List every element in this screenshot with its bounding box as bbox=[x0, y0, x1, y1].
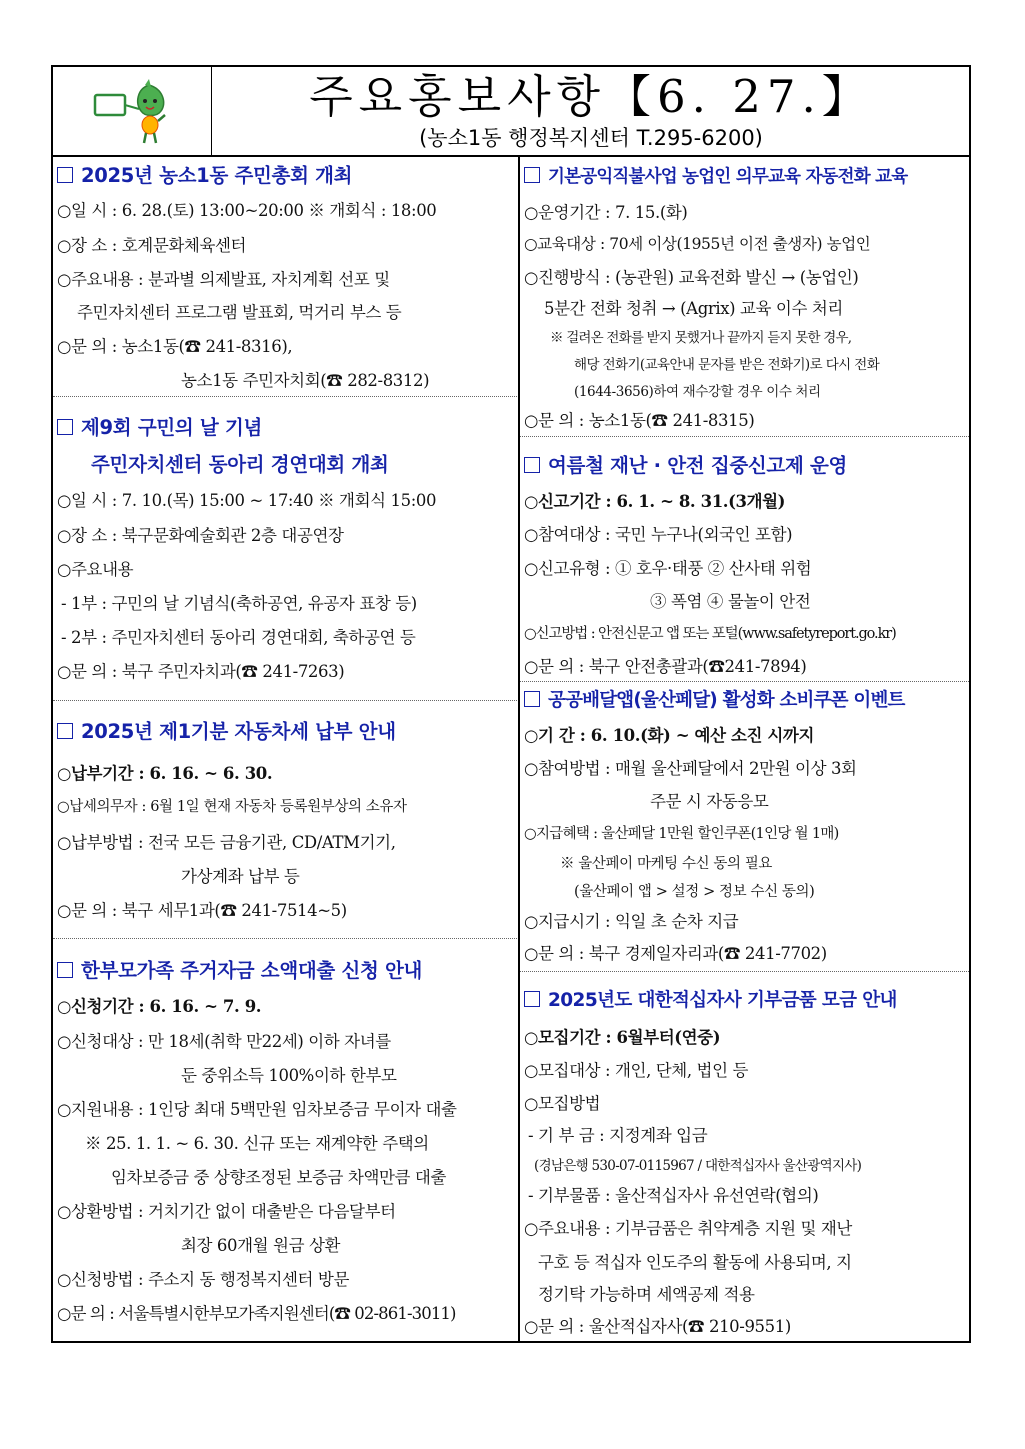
checkbox-icon bbox=[524, 167, 540, 183]
section-separator bbox=[520, 436, 969, 437]
info-line: 가상계좌 납부 등 bbox=[181, 867, 300, 886]
info-line: ○일 시 : 6. 28.(토) 13:00~20:00 ※ 개회식 : 18:00 bbox=[57, 201, 437, 220]
section-separator bbox=[53, 938, 517, 939]
section-heading bbox=[57, 160, 515, 188]
info-line: ○진행방식 : (농관원) 교육전화 발신 → (농업인) bbox=[524, 268, 859, 287]
section-heading bbox=[57, 716, 515, 744]
info-line: (울산페이 앱 > 설정 > 정보 수신 동의) bbox=[574, 884, 815, 900]
info-line: - 기 부 금 : 지정계좌 입금 bbox=[528, 1126, 708, 1145]
mascot-logo-cell bbox=[53, 67, 212, 155]
info-line: - 2부 : 주민자치센터 동아리 경연대회, 축하공연 등 bbox=[61, 628, 416, 647]
info-line: - 1부 : 구민의 날 기념식(축하공연, 유공자 표창 등) bbox=[61, 594, 417, 613]
page-title: 주요홍보사항【6. 27.】 bbox=[309, 70, 873, 123]
checkbox-icon bbox=[57, 167, 73, 183]
heading-text: 2025년 제1기분 자동차세 납부 안내 bbox=[81, 720, 396, 743]
section-heading bbox=[524, 986, 967, 1012]
info-line: ○신청기간 : 6. 16. ~ 7. 9. bbox=[57, 997, 262, 1016]
info-line: ○납부기간 : 6. 16. ~ 6. 30. bbox=[57, 764, 273, 783]
info-line: ○상환방법 : 거치기간 없이 대출받은 다음달부터 bbox=[57, 1202, 396, 1221]
section-heading bbox=[57, 412, 515, 440]
info-line: ※ 걸려온 전화를 받지 못했거나 끝까지 듣지 못한 경우, bbox=[550, 330, 852, 346]
section-heading-line2: 주민자치센터 동아리 경연대회 개최 bbox=[91, 453, 389, 476]
info-line: ○신고기간 : 6. 1. ~ 8. 31.(3개월) bbox=[524, 492, 786, 511]
info-line: ○신고방법 : 안전신문고 앱 또는 포털(www.safetyreport.go.kr) bbox=[524, 626, 896, 642]
mascot-logo-icon bbox=[53, 67, 211, 155]
heading-text: 2025년 농소1동 주민총회 개최 bbox=[81, 164, 353, 187]
info-line: ○참여방법 : 매월 울산페달에서 2만원 이상 3회 bbox=[524, 759, 857, 778]
info-line: ○참여대상 : 국민 누구나(외국인 포함) bbox=[524, 525, 793, 544]
info-line: ○신고유형 : ① 호우·태풍 ② 산사태 위험 bbox=[524, 559, 812, 578]
checkbox-icon bbox=[57, 419, 73, 435]
column-divider bbox=[518, 155, 520, 1341]
heading-text: 2025년도 대한적십자사 기부금품 모금 안내 bbox=[548, 990, 897, 1011]
info-line: ○문 의 : 농소1동(☎ 241-8315) bbox=[524, 411, 755, 430]
checkbox-icon bbox=[524, 991, 540, 1007]
info-line: ○문 의 : 농소1동(☎ 241-8316), bbox=[57, 337, 293, 356]
info-line: ○모집방법 bbox=[524, 1094, 601, 1113]
heading-text: 공공배달앱(울산페달) 활성화 소비쿠폰 이벤트 bbox=[548, 690, 905, 711]
info-line: ○문 의 : 북구 주민자치과(☎ 241-7263) bbox=[57, 662, 345, 681]
info-line: ○지급혜택 : 울산페달 1만원 할인쿠폰(1인당 월 1매) bbox=[524, 826, 839, 842]
info-line: ③ 폭염 ④ 물놀이 안전 bbox=[650, 592, 811, 611]
info-line: (경남은행 530-07-0115967 / 대한적십자사 울산광역지사) bbox=[534, 1158, 862, 1174]
heading-text: 여름철 재난 · 안전 집중신고제 운영 bbox=[548, 454, 848, 477]
info-line: ○장 소 : 호계문화체육센터 bbox=[57, 236, 247, 255]
notice-frame bbox=[51, 65, 971, 1343]
info-line: ○기 간 : 6. 10.(화) ~ 예산 소진 시까지 bbox=[524, 726, 815, 745]
info-line: 5분간 전화 청취 → (Agrix) 교육 이수 처리 bbox=[544, 299, 843, 318]
info-line: (1644-3656)하여 재수강할 경우 이수 처리 bbox=[574, 384, 821, 400]
info-line: ○모집대상 : 개인, 단체, 법인 등 bbox=[524, 1061, 748, 1080]
info-line: ○교육대상 : 70세 이상(1955년 이전 출생자) 농업인 bbox=[524, 235, 871, 253]
section-separator bbox=[53, 396, 517, 397]
info-line: ○신청대상 : 만 18세(취학 만22세) 이하 자녀를 bbox=[57, 1032, 391, 1051]
info-line: ○신청방법 : 주소지 동 행정복지센터 방문 bbox=[57, 1270, 350, 1289]
info-line: ○장 소 : 북구문화예술회관 2층 대공연장 bbox=[57, 526, 344, 545]
info-line: ○문 의 : 북구 안전총괄과(☎241-7894) bbox=[524, 657, 807, 676]
info-line: ○지급시기 : 익일 초 순차 지급 bbox=[524, 912, 739, 931]
page-subtitle: (농소1동 행정복지센터 T.295-6200) bbox=[419, 126, 763, 150]
info-line: 구호 등 적십자 인도주의 활동에 사용되며, 지 bbox=[538, 1253, 852, 1272]
info-line: 둔 중위소득 100%이하 한부모 bbox=[181, 1066, 397, 1085]
info-line: 농소1동 주민자치회(☎ 282-8312) bbox=[181, 371, 430, 390]
section-heading bbox=[524, 450, 967, 478]
info-line: ○지원내용 : 1인당 최대 5백만원 임차보증금 무이자 대출 bbox=[57, 1100, 457, 1119]
info-line: ○모집기간 : 6월부터(연중) bbox=[524, 1028, 721, 1047]
heading-text: 한부모가족 주거자금 소액대출 신청 안내 bbox=[81, 959, 423, 982]
section-separator bbox=[520, 971, 969, 972]
info-line: ○주요내용 bbox=[57, 560, 134, 579]
info-line: ○문 의 : 북구 경제일자리과(☎ 241-7702) bbox=[524, 944, 827, 963]
info-line: ○주요내용 : 기부금품은 취약계층 지원 및 재난 bbox=[524, 1219, 852, 1238]
section-heading bbox=[524, 686, 967, 712]
heading-text: 제9회 구민의 날 기념 bbox=[81, 416, 263, 439]
checkbox-icon bbox=[524, 457, 540, 473]
info-line: 해당 전화기(교육안내 문자를 받은 전화기)로 다시 전화 bbox=[574, 357, 880, 373]
info-line: - 기부물품 : 울산적십자사 유선연락(협의) bbox=[528, 1186, 819, 1205]
info-line: ※ 25. 1. 1. ~ 6. 30. 신규 또는 재계약한 주택의 bbox=[85, 1134, 429, 1153]
info-line: ○문 의 : 북구 세무1과(☎ 241-7514~5) bbox=[57, 901, 347, 920]
info-line: ○일 시 : 7. 10.(목) 15:00 ~ 17:40 ※ 개회식 15:00 bbox=[57, 491, 437, 510]
info-line: ※ 울산페이 마케팅 수신 동의 필요 bbox=[560, 856, 773, 872]
info-line: ○문 의 : 서울특별시한부모가족지원센터(☎ 02-861-3011) bbox=[57, 1304, 456, 1323]
checkbox-icon bbox=[57, 723, 73, 739]
info-line: 정기탁 가능하며 세액공제 적용 bbox=[538, 1285, 755, 1304]
section-separator bbox=[53, 700, 517, 701]
section-separator bbox=[520, 681, 969, 682]
section-heading bbox=[524, 163, 967, 188]
info-line: ○납부방법 : 전국 모든 금융기관, CD/ATM기기, bbox=[57, 833, 396, 852]
info-line: 최장 60개월 원금 상환 bbox=[181, 1236, 341, 1255]
checkbox-icon bbox=[524, 691, 540, 707]
info-line: ○납세의무자 : 6월 1일 현재 자동차 등록원부상의 소유자 bbox=[57, 799, 407, 815]
info-line: ○운영기간 : 7. 15.(화) bbox=[524, 203, 688, 222]
info-line: 임차보증금 중 상향조정된 보증금 차액만큼 대출 bbox=[111, 1168, 447, 1187]
info-line: ○주요내용 : 분과별 의제발표, 자치계획 선포 및 bbox=[57, 270, 390, 289]
info-line: 주민자치센터 프로그램 발표회, 먹거리 부스 등 bbox=[77, 303, 402, 322]
header bbox=[53, 67, 969, 157]
checkbox-icon bbox=[57, 962, 73, 978]
info-line: ○문 의 : 울산적십자사(☎ 210-9551) bbox=[524, 1317, 791, 1336]
heading-text: 기본공익직불사업 농업인 의무교육 자동전화 교육 bbox=[548, 167, 908, 187]
info-line: 주문 시 자동응모 bbox=[650, 792, 769, 811]
section-heading bbox=[57, 955, 515, 983]
